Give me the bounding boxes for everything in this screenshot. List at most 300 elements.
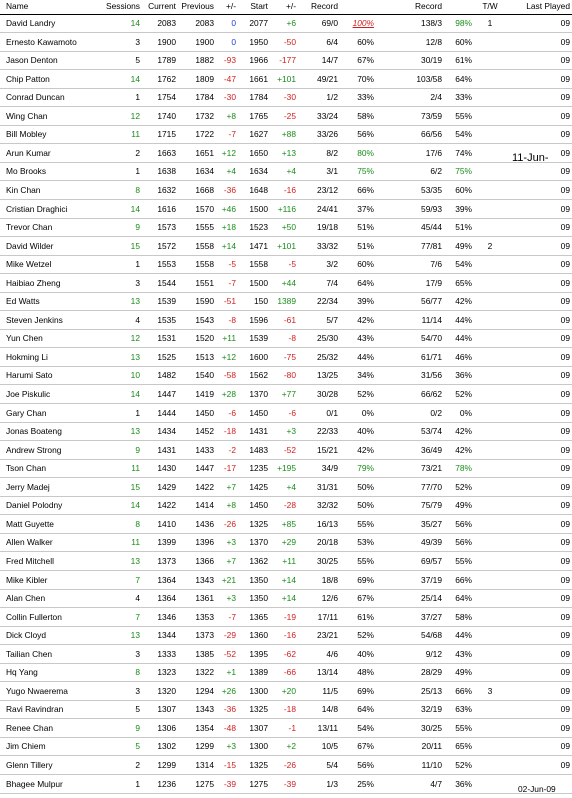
sessions-cell: 3 [135, 685, 140, 696]
win-pct-total-cell: 44% [455, 630, 472, 641]
win-pct-total-cell: 49% [455, 500, 472, 511]
header-plus-minus-2[interactable]: +/- [285, 1, 296, 11]
last-played-cell: 09 [560, 630, 570, 641]
table-row[interactable] [0, 682, 572, 701]
start-cell: 1627 [249, 129, 268, 140]
record-total-cell: 66/62 [421, 389, 442, 399]
change-since-start-cell: -18 [283, 704, 296, 715]
table-row[interactable] [0, 237, 572, 256]
table-row[interactable] [0, 700, 572, 719]
current-cell: 1762 [157, 73, 176, 84]
previous-cell: 2083 [195, 18, 214, 28]
change-cell: +12 [221, 351, 236, 362]
table-row[interactable] [0, 552, 572, 571]
previous-cell: 1396 [195, 537, 214, 548]
win-pct-cell: 56% [357, 760, 374, 770]
sessions-cell: 14 [130, 73, 140, 84]
win-pct-total-cell: 52% [455, 389, 472, 399]
last-played-cell: 09 [560, 36, 570, 47]
name-cell: Jerry Madej [6, 481, 50, 492]
change-cell: -48 [223, 722, 236, 733]
table-row[interactable] [0, 478, 572, 497]
start-cell: 1471 [249, 240, 268, 251]
win-pct-total-cell: 39% [455, 203, 472, 214]
last-played-cell: 09 [560, 18, 570, 28]
name-cell: Alan Chen [6, 593, 46, 604]
record-cell: 0/1 [326, 407, 338, 418]
change-since-start-cell: +13 [281, 147, 296, 158]
last-played-cell: 09 [560, 277, 570, 288]
table-row[interactable] [0, 125, 572, 144]
record-total-cell: 2/4 [430, 92, 442, 103]
table-row[interactable] [0, 33, 572, 52]
win-pct-total-cell: 54% [455, 259, 472, 270]
current-cell: 1632 [157, 184, 176, 195]
change-since-start-cell: -62 [283, 648, 296, 659]
last-played-cell: 09 [560, 555, 570, 566]
win-pct-total-cell: 75% [455, 166, 472, 177]
record-cell: 20/18 [317, 537, 338, 548]
name-cell: Matt Guyette [6, 518, 54, 529]
previous-cell: 1634 [195, 166, 214, 177]
current-cell: 1364 [157, 593, 176, 604]
previous-cell: 1422 [195, 481, 214, 492]
last-played-cell: 09 [560, 240, 570, 251]
name-cell: Dick Cloyd [6, 630, 47, 641]
change-since-start-cell: +14 [281, 593, 296, 604]
sessions-cell: 2 [135, 147, 140, 158]
last-played-cell: 09 [560, 370, 570, 381]
name-cell: Steven Jenkins [6, 314, 63, 325]
record-total-cell: 11/14 [421, 314, 442, 325]
change-cell: -47 [223, 73, 236, 84]
start-cell: 1395 [249, 648, 268, 659]
current-cell: 1616 [157, 203, 176, 214]
record-total-cell: 31/56 [421, 370, 442, 381]
win-pct-total-cell: 42% [455, 444, 472, 455]
record-cell: 34/9 [321, 463, 338, 474]
table-row[interactable] [0, 441, 572, 460]
name-cell: Trevor Chan [6, 222, 53, 233]
record-total-cell: 35/27 [421, 518, 442, 529]
record-cell: 16/13 [317, 518, 338, 529]
win-pct-cell: 55% [357, 518, 374, 529]
change-cell: -5 [228, 259, 236, 270]
win-pct-cell: 67% [357, 741, 374, 752]
current-cell: 1535 [157, 314, 176, 325]
table-row[interactable] [0, 571, 572, 590]
previous-cell: 1419 [195, 389, 214, 399]
table-row[interactable] [0, 608, 572, 627]
change-cell: -26 [223, 518, 236, 529]
last-played-cell: 09 [560, 184, 570, 195]
win-pct-cell: 33% [357, 92, 374, 103]
record-total-cell: 75/79 [421, 500, 442, 511]
record-total-cell: 53/74 [421, 426, 442, 437]
win-pct-total-cell: 98% [455, 18, 472, 28]
last-played-cell: 09 [560, 92, 570, 103]
record-total-cell: 56/77 [421, 296, 442, 307]
win-pct-total-cell: 36% [455, 778, 472, 789]
win-pct-total-cell: 52% [455, 760, 472, 770]
previous-cell: 1343 [195, 574, 214, 585]
record-total-cell: 69/57 [421, 555, 442, 566]
previous-cell: 1450 [195, 407, 214, 418]
table-row[interactable] [0, 51, 572, 70]
record-total-cell: 138/3 [421, 18, 442, 28]
table-row[interactable] [0, 218, 572, 237]
start-cell: 1483 [249, 444, 268, 455]
sessions-cell: 13 [130, 426, 140, 437]
record-total-cell: 49/39 [421, 537, 442, 548]
header-record-1[interactable]: Record [311, 1, 338, 11]
sessions-cell: 12 [130, 333, 140, 344]
name-cell: Joe Piskulic [6, 389, 51, 399]
record-cell: 6/4 [326, 36, 338, 47]
start-cell: 1300 [249, 741, 268, 752]
change-cell: +18 [221, 222, 236, 233]
current-cell: 1715 [157, 129, 176, 140]
record-cell: 14/8 [321, 704, 338, 715]
tw-cell: 1 [487, 18, 493, 28]
start-cell: 1661 [249, 73, 268, 84]
win-pct-cell: 53% [357, 537, 374, 548]
last-played-cell: 09 [560, 407, 570, 418]
change-since-start-cell: -177 [279, 55, 296, 66]
change-since-start-cell: 1389 [277, 296, 296, 307]
name-cell: Jonas Boateng [6, 426, 62, 437]
table-row[interactable] [0, 775, 572, 794]
sessions-cell: 10 [130, 370, 140, 381]
sessions-cell: 9 [135, 222, 140, 233]
previous-cell: 1668 [195, 184, 214, 195]
sessions-cell: 5 [135, 55, 140, 66]
change-cell: +7 [226, 481, 236, 492]
record-cell: 1/3 [326, 778, 338, 789]
sessions-cell: 5 [135, 741, 140, 752]
previous-cell: 1433 [195, 444, 214, 455]
record-cell: 14/7 [321, 55, 338, 66]
table-row[interactable] [0, 200, 572, 219]
start-cell: 1765 [249, 110, 268, 121]
table-row[interactable] [0, 589, 572, 608]
table-row[interactable] [0, 181, 572, 200]
change-cell: -51 [223, 296, 236, 307]
record-total-cell: 54/68 [421, 630, 442, 641]
record-cell: 12/6 [321, 593, 338, 604]
record-cell: 30/25 [317, 555, 338, 566]
start-cell: 1562 [249, 370, 268, 381]
win-pct-total-cell: 44% [455, 333, 472, 344]
sessions-cell: 13 [130, 555, 140, 566]
win-pct-total-cell: 51% [455, 222, 472, 233]
table-row[interactable] [0, 404, 572, 423]
start-cell: 1500 [249, 203, 268, 214]
name-cell: Bhagee Mulpur [6, 778, 63, 789]
name-cell: Tson Chan [6, 463, 47, 474]
table-row[interactable] [0, 311, 572, 330]
table-row[interactable] [0, 144, 572, 163]
previous-cell: 1366 [195, 555, 214, 566]
win-pct-cell: 52% [357, 630, 374, 641]
win-pct-cell: 25% [357, 778, 374, 789]
table-row[interactable] [0, 366, 572, 385]
sessions-cell: 13 [130, 351, 140, 362]
header-last-played[interactable]: Last Played [526, 1, 570, 11]
current-cell: 1323 [157, 667, 176, 678]
current-cell: 1531 [157, 333, 176, 344]
table-row[interactable] [0, 645, 572, 664]
change-since-start-cell: -61 [283, 314, 296, 325]
change-since-start-cell: +101 [277, 73, 296, 84]
previous-cell: 1900 [195, 36, 214, 47]
name-cell: Gary Chan [6, 407, 47, 418]
record-total-cell: 6/2 [430, 166, 442, 177]
start-cell: 1523 [249, 222, 268, 233]
win-pct-cell: 69% [357, 574, 374, 585]
win-pct-cell: 80% [357, 147, 374, 158]
change-cell: -36 [223, 704, 236, 715]
table-row[interactable] [0, 88, 572, 107]
name-cell: Daniel Polodny [6, 500, 63, 511]
name-cell: Hokming Li [6, 351, 48, 362]
sessions-cell: 15 [130, 481, 140, 492]
win-pct-total-cell: 56% [455, 537, 472, 548]
table-row[interactable] [0, 255, 572, 274]
table-row[interactable] [0, 385, 572, 404]
record-total-cell: 37/27 [421, 611, 442, 622]
change-cell: +4 [226, 166, 236, 177]
previous-cell: 1361 [195, 593, 214, 604]
record-total-cell: 30/25 [421, 722, 442, 733]
table-row[interactable] [0, 348, 572, 367]
header-tw[interactable]: T/W [482, 1, 498, 11]
current-cell: 1236 [157, 778, 176, 789]
change-since-start-cell: -39 [283, 778, 296, 789]
last-played-cell: 09 [560, 426, 570, 437]
win-pct-total-cell: 42% [455, 296, 472, 307]
current-cell: 1573 [157, 222, 176, 233]
last-played-cell: 09 [560, 463, 570, 474]
win-pct-cell: 70% [357, 73, 374, 84]
change-cell: 0 [231, 36, 236, 47]
record-cell: 7/4 [326, 277, 338, 288]
record-cell: 31/31 [317, 481, 338, 492]
start-cell: 2077 [249, 18, 268, 28]
previous-cell: 1784 [195, 92, 214, 103]
record-total-cell: 20/11 [421, 741, 442, 752]
current-cell: 1307 [157, 704, 176, 715]
table-row[interactable] [0, 162, 572, 181]
start-cell: 1370 [249, 389, 268, 399]
change-since-start-cell: +101 [277, 240, 296, 251]
header-start[interactable]: Start [250, 1, 268, 11]
last-played-cell: 09 [560, 73, 570, 84]
record-cell: 22/34 [317, 296, 338, 307]
previous-cell: 1314 [195, 760, 214, 770]
record-cell: 5/4 [326, 760, 338, 770]
date-overflow-text: 11-Jun- [512, 152, 549, 164]
change-since-start-cell: +50 [281, 222, 296, 233]
start-cell: 1365 [249, 611, 268, 622]
start-cell: 1389 [249, 667, 268, 678]
change-since-start-cell: -5 [288, 259, 296, 270]
name-cell: Collin Fullerton [6, 611, 62, 622]
last-played-cell: 09 [560, 500, 570, 511]
win-pct-total-cell: 33% [455, 92, 472, 103]
sessions-cell: 2 [135, 760, 140, 770]
win-pct-cell: 52% [357, 389, 374, 399]
table-row[interactable] [0, 737, 572, 756]
name-cell: Wing Chan [6, 110, 48, 121]
header-current[interactable]: Current [148, 1, 176, 11]
win-pct-total-cell: 64% [455, 73, 472, 84]
current-cell: 1431 [157, 444, 176, 455]
current-cell: 1482 [157, 370, 176, 381]
win-pct-cell: 51% [357, 222, 374, 233]
table-row[interactable] [0, 663, 572, 682]
previous-cell: 1551 [195, 277, 214, 288]
change-cell: +7 [226, 555, 236, 566]
change-since-start-cell: +14 [281, 574, 296, 585]
record-cell: 23/12 [317, 184, 338, 195]
win-pct-cell: 69% [357, 685, 374, 696]
current-cell: 1544 [157, 277, 176, 288]
header-name[interactable]: Name [6, 1, 29, 11]
header-sessions[interactable]: Sessions [106, 1, 140, 11]
table-row[interactable] [0, 515, 572, 534]
win-pct-cell: 0% [361, 407, 374, 418]
table-row[interactable] [0, 107, 572, 126]
sessions-cell: 4 [135, 314, 140, 325]
change-since-start-cell: +88 [281, 129, 296, 140]
previous-cell: 1275 [195, 778, 214, 789]
change-cell: -6 [228, 407, 236, 418]
last-played-cell: 09 [560, 741, 570, 752]
sessions-cell: 3 [135, 648, 140, 659]
table-row[interactable] [0, 626, 572, 645]
table-row[interactable] [0, 422, 572, 441]
current-cell: 1344 [157, 630, 176, 641]
name-cell: Allen Walker [6, 537, 53, 548]
previous-cell: 1436 [195, 518, 214, 529]
change-since-start-cell: +11 [282, 555, 296, 566]
win-pct-total-cell: 52% [455, 481, 472, 492]
record-cell: 49/21 [317, 73, 338, 84]
record-cell: 25/30 [317, 333, 338, 344]
change-cell: +46 [221, 203, 236, 214]
start-cell: 1360 [249, 630, 268, 641]
sessions-cell: 8 [135, 184, 140, 195]
record-total-cell: 32/19 [421, 704, 442, 715]
table-row[interactable] [0, 70, 572, 89]
start-cell: 1235 [249, 463, 268, 474]
record-cell: 3/1 [326, 166, 338, 177]
last-played-cell: 09 [560, 760, 570, 770]
name-cell: Yugo Nwaerema [6, 685, 68, 696]
change-since-start-cell: +20 [281, 685, 296, 696]
table-row[interactable] [0, 496, 572, 515]
change-since-start-cell: -66 [283, 667, 296, 678]
win-pct-cell: 66% [357, 184, 374, 195]
current-cell: 1410 [157, 518, 176, 529]
sessions-cell: 1 [135, 407, 140, 418]
sessions-cell: 15 [130, 240, 140, 251]
start-cell: 1539 [249, 333, 268, 344]
win-pct-cell: 40% [357, 648, 374, 659]
start-cell: 1596 [249, 314, 268, 325]
name-cell: Ravi Ravindran [6, 704, 64, 715]
name-cell: Tailian Chen [6, 648, 53, 659]
last-played-cell: 09 [560, 314, 570, 325]
record-cell: 13/11 [317, 722, 338, 733]
record-cell: 69/0 [321, 18, 338, 28]
table-row[interactable] [0, 274, 572, 293]
change-cell: -7 [228, 611, 236, 622]
table-row[interactable] [0, 756, 572, 775]
change-cell: -30 [223, 92, 236, 103]
win-pct-cell: 50% [357, 500, 374, 511]
start-cell: 1325 [249, 704, 268, 715]
table-row[interactable] [0, 533, 572, 552]
current-cell: 1754 [157, 92, 176, 103]
table-row[interactable] [0, 329, 572, 348]
header-previous[interactable]: Previous [181, 1, 214, 11]
win-pct-total-cell: 65% [455, 741, 472, 752]
sessions-cell: 9 [135, 722, 140, 733]
start-cell: 1784 [249, 92, 268, 103]
start-cell: 1450 [249, 500, 268, 511]
table-row[interactable] [0, 292, 572, 311]
name-cell: Jim Chiem [6, 741, 46, 752]
record-cell: 30/28 [317, 389, 338, 399]
table-row[interactable] [0, 14, 572, 33]
table-row[interactable] [0, 719, 572, 738]
win-pct-cell: 64% [357, 277, 374, 288]
record-cell: 24/41 [317, 203, 338, 214]
change-cell: +28 [221, 389, 236, 399]
header-record-2[interactable]: Record [415, 1, 442, 11]
win-pct-cell: 58% [357, 110, 374, 121]
record-cell: 22/33 [317, 426, 338, 437]
record-total-cell: 61/71 [421, 351, 442, 362]
previous-cell: 1452 [195, 426, 214, 437]
record-total-cell: 36/49 [421, 444, 442, 455]
change-since-start-cell: -25 [283, 110, 296, 121]
record-cell: 19/18 [317, 222, 338, 233]
last-played-cell: 09 [560, 537, 570, 548]
win-pct-total-cell: 44% [455, 314, 472, 325]
sessions-cell: 11 [131, 463, 140, 474]
change-since-start-cell: +6 [286, 18, 296, 28]
sessions-cell: 13 [130, 296, 140, 307]
record-cell: 33/32 [317, 240, 338, 251]
last-played-date: 02-Jun-09 [518, 784, 556, 794]
sessions-cell: 1 [135, 778, 140, 789]
tw-cell: 2 [487, 240, 493, 251]
previous-cell: 1809 [195, 73, 214, 84]
name-cell: Cristian Draghici [6, 203, 68, 214]
record-total-cell: 9/12 [425, 648, 442, 659]
record-total-cell: 66/56 [421, 129, 442, 140]
last-played-cell: 09 [560, 110, 570, 121]
win-pct-total-cell: 58% [455, 611, 472, 622]
win-pct-cell: 39% [357, 296, 374, 307]
header-plus-minus-1[interactable]: +/- [225, 1, 236, 11]
table-row[interactable] [0, 459, 572, 478]
last-played-cell: 09 [560, 166, 570, 177]
record-total-cell: 7/6 [430, 259, 442, 270]
